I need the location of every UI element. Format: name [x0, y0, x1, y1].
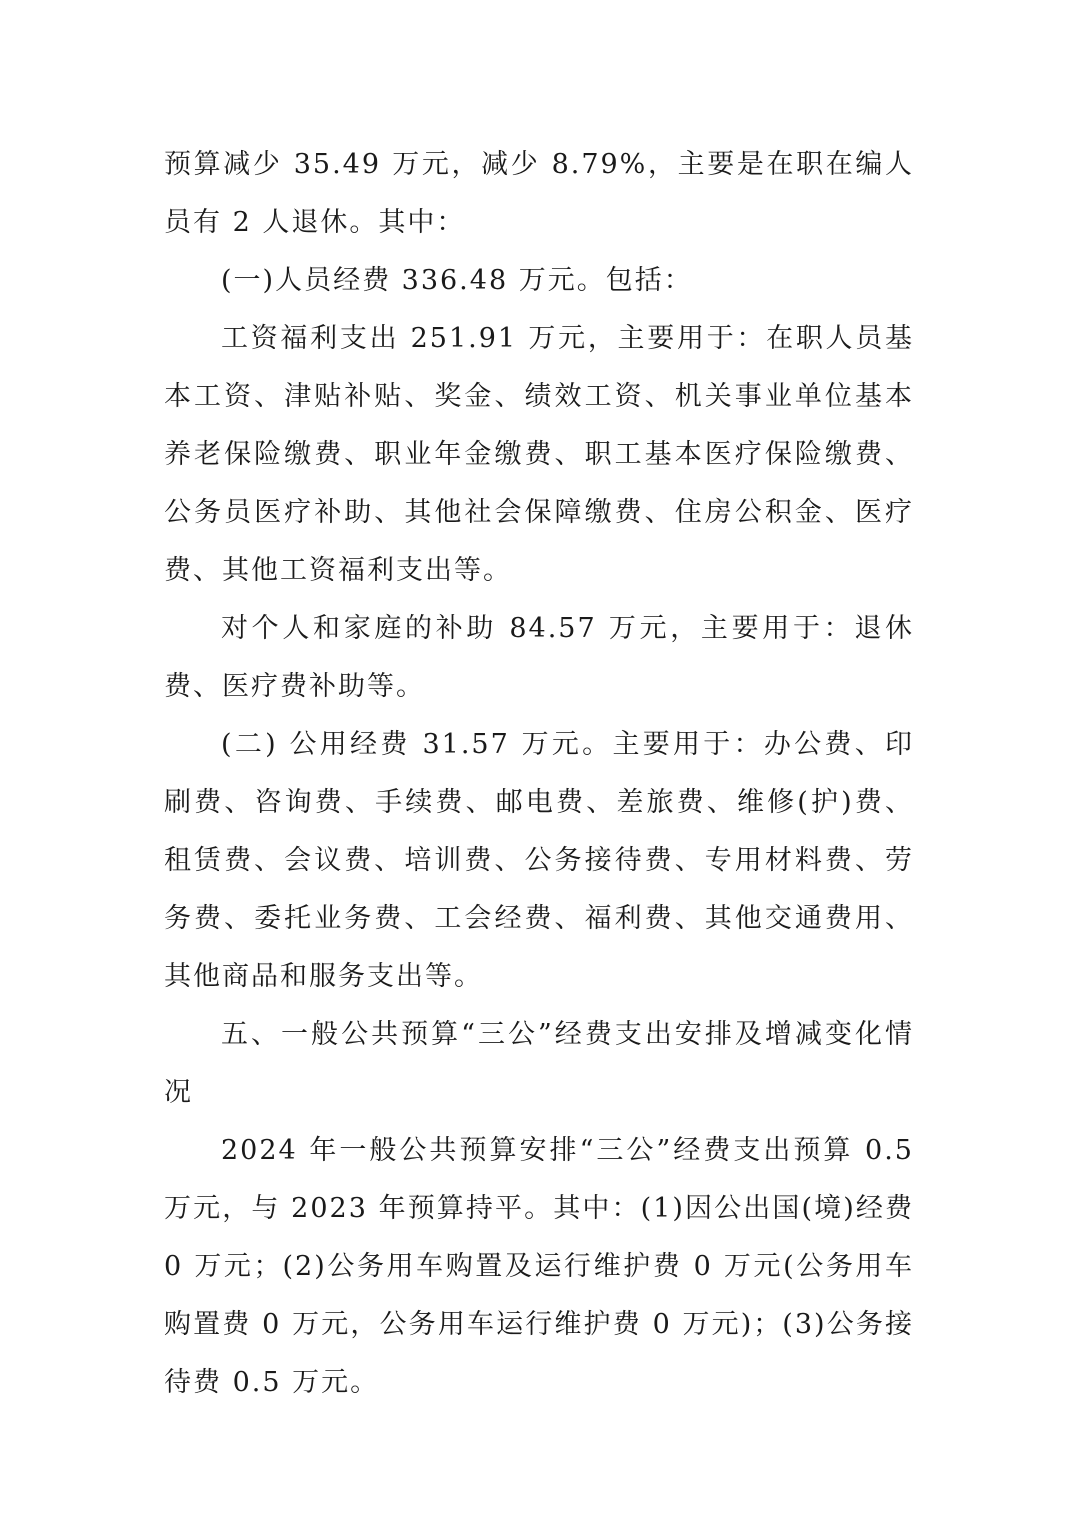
section-heading-three-public: 五、一般公共预算“三公”经费支出安排及增减变化情况 — [164, 1019, 914, 1108]
document-body — [164, 136, 914, 1412]
paragraph-budget-decrease: 预算减少 35.49 万元，减少 8.79%，主要是在职在编人员有 2 人退休。其中： — [164, 149, 914, 238]
paragraph-salary-welfare: 工资福利支出 251.91 万元，主要用于：在职人员基本工资、津贴补贴、奖金、绩效工资、机关事业单位基本养老保险缴费、职业年金缴费、职工基本医疗保险缴费、公务员医疗补助、其他社会保障缴费、住房公积金、医疗费、其他工资福利支出等。 — [164, 323, 914, 586]
paragraph-personnel-expenses: (一)人员经费 336.48 万元。包括： — [221, 265, 693, 296]
paragraph-household-subsidy: 对个人和家庭的补助 84.57 万元，主要用于：退休费、医疗费补助等。 — [164, 613, 914, 702]
paragraph-three-public-budget: 2024 年一般公共预算安排“三公”经费支出预算 0.5 万元，与 2023 年预算持平。其中：(1)因公出国(境)经费 0 万元；(2)公务用车购置及运行维护费 0 万元(公务用车购置费 0 万元，公务用车运行维护费 0 万元)；(3)公务接待费 0.5 万元。 — [164, 1135, 914, 1398]
paragraph-public-expenses: (二) 公用经费 31.57 万元。主要用于：办公费、印刷费、咨询费、手续费、邮电费、差旅费、维修(护)费、租赁费、会议费、培训费、公务接待费、专用材料费、劳务费、委托业务费、工会经费、福利费、其他交通费用、其他商品和服务支出等。 — [164, 729, 914, 992]
